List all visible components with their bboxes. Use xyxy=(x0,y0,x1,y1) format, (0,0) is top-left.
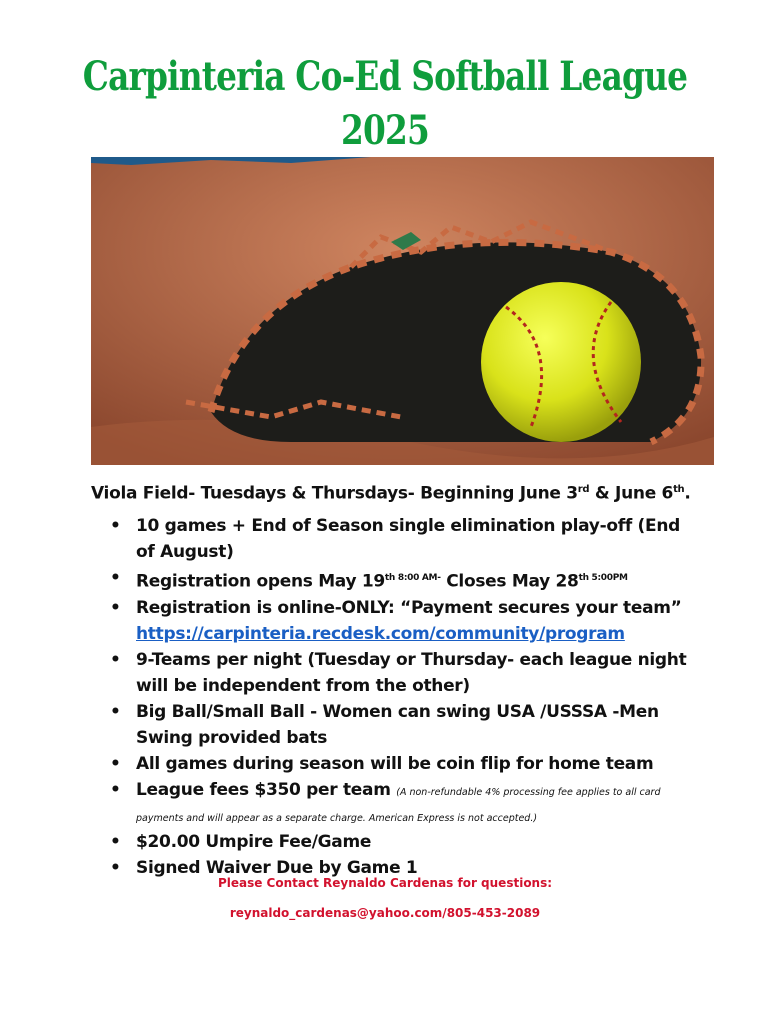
registration-open-text: Registration opens May 19 xyxy=(136,571,385,592)
umpire-fee-info: $20.00 Umpire Fee/Game xyxy=(136,831,372,852)
page-title xyxy=(69,50,700,158)
venue-text-b: & June 6 xyxy=(589,483,674,504)
venue-text-a: Viola Field- Tuesdays & Thursdays- Beginning June 3 xyxy=(91,483,578,504)
registration-close-text: Closes May 28 xyxy=(440,571,579,592)
games-info: 10 games + End of Season single elimination play-off (End of August) xyxy=(136,516,680,562)
league-fee-text: League fees $350 per team xyxy=(136,779,391,800)
list-item xyxy=(100,777,690,829)
list-item xyxy=(100,751,690,777)
registration-close-time: th 5:00PM xyxy=(578,573,628,583)
fee-note: (A non-refundable 4% processing fee applies to all card payments and will appear as a separate charge. American Express is not accepted.) xyxy=(136,786,661,824)
ball-bat-info: Big Ball/Small Ball - Women can swing USA /USSSA -Men Swing provided bats xyxy=(136,701,659,748)
coin-flip-info: All games during season will be coin flip for home team xyxy=(136,753,654,774)
waiver-info: Signed Waiver Due by Game 1 xyxy=(136,857,418,878)
softball-in-glove-image xyxy=(91,157,714,465)
venue-sup-b: th xyxy=(673,484,685,495)
teams-info: 9-Teams per night (Tuesday or Thursday- each league night will be independent from the other) xyxy=(136,649,687,696)
list-item xyxy=(100,829,690,855)
contact-heading: Please Contact Reynaldo Cardenas for questions: xyxy=(217,876,553,890)
registration-link[interactable]: https://carpinteria.recdesk.com/community/program xyxy=(136,623,625,644)
registration-online-text: Registration is online-ONLY: “Payment secures your team” xyxy=(136,597,682,618)
venue-text-c: . xyxy=(684,483,691,504)
title-line-2: 2025 xyxy=(340,107,429,154)
title-line-1: Carpinteria Co-Ed Softball League xyxy=(82,53,688,100)
list-item xyxy=(100,513,690,565)
softball-glove-photo xyxy=(91,157,714,465)
list-item xyxy=(100,595,690,647)
list-item xyxy=(100,647,690,699)
list-item xyxy=(100,699,690,751)
list-item xyxy=(100,565,690,595)
venue-schedule xyxy=(91,478,741,506)
venue-sup-a: rd xyxy=(577,484,590,495)
contact-details: reynaldo_cardenas@yahoo.com/805-453-2089 xyxy=(229,906,541,920)
registration-open-time: th 8:00 AM- xyxy=(384,573,441,583)
league-info-list xyxy=(100,513,690,881)
